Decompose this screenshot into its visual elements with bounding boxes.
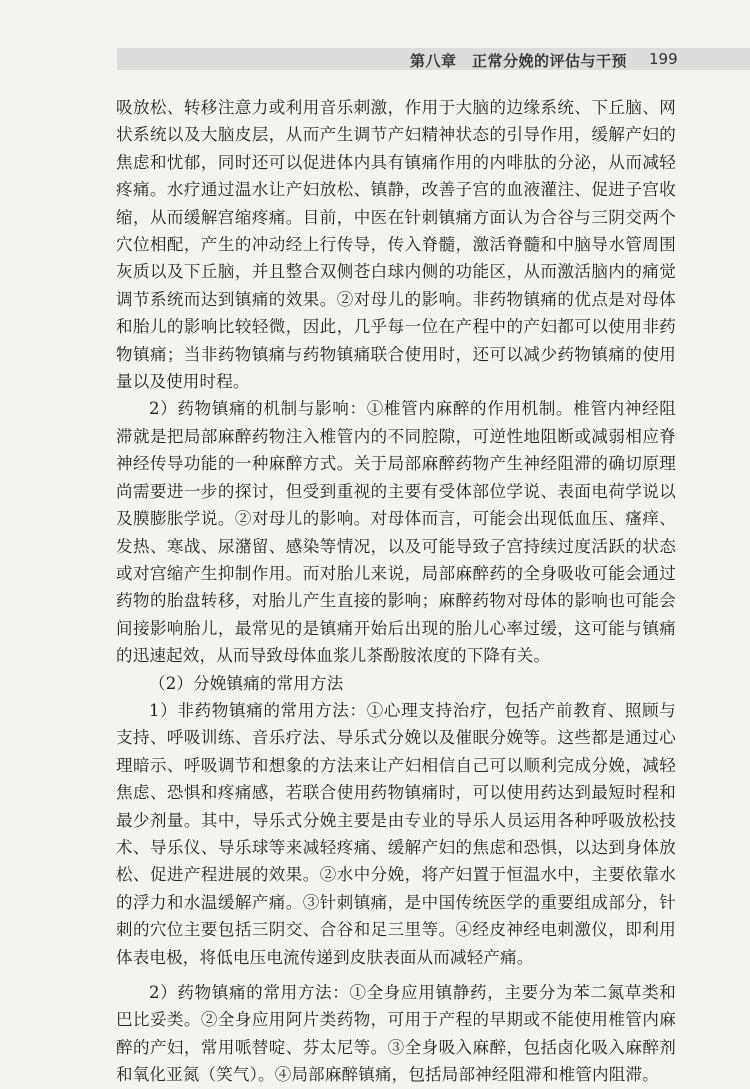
body-text <box>116 94 676 1089</box>
page-number: 199 <box>649 50 678 68</box>
section-heading-common-methods: （2）分娩镇痛的常用方法 <box>149 673 344 693</box>
paragraph-non-drug-methods: 1）非药物镇痛的常用方法：①心理支持治疗，包括产前教育、照顾与支持、呼吸训练、音乐疗法、导乐式分娩以及催眠分娩等。这些都是通过心理暗示、呼吸调节和想象的方法来让产妇相信自己可以顺利完成分娩，减轻焦虑、恐惧和疼痛感，若联合使用药物镇痛时，可以使用药达到最短时程和最少剂量。其中，导乐式分娩主要是由专业的导乐人员运用各种呼吸放松技术、导乐仪、导乐球等来减轻疼痛、缓解产妇的焦虑和恐惧，以达到身体放松、促进产程进展的效果。②水中分娩，将产妇置于恒温水中，主要依靠水的浮力和水温缓解产痛。③针刺镇痛，是中国传统医学的重要组成部分，针刺的穴位主要包括三阴交、合谷和足三里等。④经皮神经电刺激仪，即利用体表电极，将低电压电流传递到皮肤表面从而减轻产痛。 <box>116 700 676 967</box>
paragraph-drug-analgesia-mechanism: 2）药物镇痛的机制与影响：①椎管内麻醉的作用机制。椎管内神经阻滞就是把局部麻醉药物注入椎管内的不同腔隙，可逆性地阻断或减弱相应脊神经传导功能的一种麻醉方式。关于局部麻醉药物产生神经阻滞的确切原理尚需要进一步的探讨，但受到重视的主要有受体部位学说、表面电荷学说以及膜膨胀学说。②对母儿的影响。对母体而言，可能会出现低血压、瘙痒、发热、寒战、尿潴留、感染等情况，以及可能导致子宫持续过度活跃的状态或对宫缩产生抑制作用。而对胎儿来说，局部麻醉药的全身吸收可能会通过药物的胎盘转移，对胎儿产生直接的影响；麻醉药物对母体的影响也可能会间接影响胎儿，最常见的是镇痛开始后出现的胎儿心率过缓，这可能与镇痛的迅速起效，从而导致母体血浆儿茶酚胺浓度的下降有关。 <box>116 399 676 666</box>
paragraph-continued: 吸放松、转移注意力或利用音乐刺激，作用于大脑的边缘系统、下丘脑、网状系统以及大脑皮层，从而产生调节产妇精神状态的引导作用，缓解产妇的焦虑和忧郁，同时还可以促进体内具有镇痛作用的内啡肽的分泌，从而减轻疼痛。水疗通过温水让产妇放松、镇静，改善子宫的血液灌注、促进子宫收缩，从而缓解宫缩疼痛。目前，中医在针刺镇痛方面认为合谷与三阴交两个穴位相配，产生的冲动经上行传导，传入脊髓，激活脊髓和中脑导水管周围灰质以及下丘脑，并且整合双侧苍白球内侧的功能区，从而激活脑内的痛觉调节系统而达到镇痛的效果。②对母儿的影响。非药物镇痛的优点是对母体和胎儿的影响比较轻微，因此，几乎每一位在产程中的产妇都可以使用非药物镇痛；当非药物镇痛与药物镇痛联合使用时，还可以减少药物镇痛的使用量以及使用时程。 <box>116 98 676 392</box>
running-header <box>0 28 750 80</box>
paragraph-drug-methods: 2）药物镇痛的常用方法：①全身应用镇静药，主要分为苯二氮草类和巴比妥类。②全身应用阿片类药物，可用于产程的早期或不能使用椎管内麻醉的产妇，常用哌替啶、芬太尼等。③全身吸入麻醉，包括卤化吸入麻醉剂和氧化亚氮（笑气）。④局部麻醉镇痛，包括局部神经阻滞和椎管内阻滞。 <box>116 983 676 1085</box>
chapter-title: 第八章 正常分娩的评估与干预 <box>410 52 628 70</box>
